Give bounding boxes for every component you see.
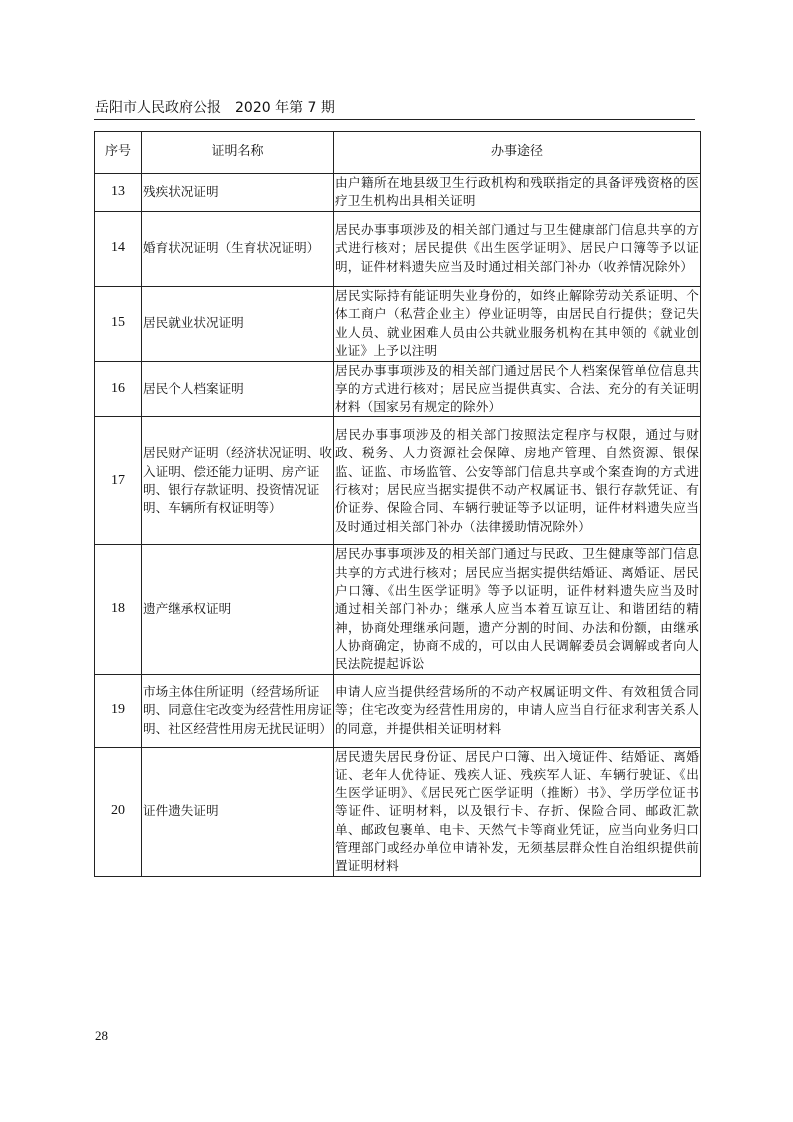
column-header-name: 证明名称	[142, 132, 334, 174]
table-row	[95, 674, 701, 747]
column-header-number: 序号	[95, 132, 142, 174]
certificate-name: 婚育状况证明（生育状况证明）	[142, 211, 334, 286]
certificate-name: 残疾状况证明	[142, 174, 334, 212]
table-row	[95, 747, 701, 876]
certificate-name: 居民就业状况证明	[142, 286, 334, 361]
certificate-name: 证件遗失证明	[142, 747, 334, 876]
handling-path: 申请人应当提供经营场所的不动产权属证明文件、有效租赁合同等；住宅改变为经营性用房的，申请人应当自行征求利害关系人的同意，并提供相关证明材料	[334, 674, 701, 747]
row-number: 20	[95, 747, 142, 876]
table-header-row	[95, 132, 701, 174]
page-number: 28	[95, 1028, 108, 1043]
handling-path: 居民办事事项涉及的相关部门按照法定程序与权限，通过与财政、税务、人力资源社会保障、房地产管理、自然资源、银保监、证监、市场监管、公安等部门信息共享或个案查询的方式进行核对；居民应当据实提供不动产权属证书、银行存款凭证、有价证券、保险合同、车辆行驶证等予以证明，证件材料遗失应当及时通过相关部门补办（法律援助情况除外）	[334, 417, 701, 545]
row-number: 17	[95, 417, 142, 545]
row-number: 14	[95, 211, 142, 286]
column-header-path: 办事途径	[334, 132, 701, 174]
table-row	[95, 361, 701, 417]
row-number: 15	[95, 286, 142, 361]
table-row	[95, 174, 701, 212]
handling-path: 居民实际持有能证明失业身份的，如终止解除劳动关系证明、个体工商户（私营企业主）停业证明等，由居民自行提供；登记失业人员、就业困难人员由公共就业服务机构在其申领的《就业创业证》上予以注明	[334, 286, 701, 361]
handling-path: 居民办事事项涉及的相关部门通过居民个人档案保管单位信息共享的方式进行核对；居民应当提供真实、合法、充分的有关证明材料（国家另有规定的除外）	[334, 361, 701, 417]
bulletin-header: 岳阳市人民政府公报 2020 年第 7 期	[95, 100, 335, 116]
handling-path: 居民遗失居民身份证、居民户口簿、出入境证件、结婚证、离婚证、老年人优待证、残疾人证、残疾军人证、车辆行驶证、《出生医学证明》、《居民死亡医学证明（推断）书》、学历学位证书等证件、证明材料，以及银行卡、存折、保险合同、邮政汇款单、邮政包裹单、电卡、天然气卡等商业凭证，应当向业务归口管理部门或经办单位申请补发，无须基层群众性自治组织提供前置证明材料	[334, 747, 701, 876]
certificate-table	[94, 131, 701, 877]
handling-path: 居民办事事项涉及的相关部门通过与民政、卫生健康等部门信息共享的方式进行核对；居民应当据实提供结婚证、离婚证、居民户口簿、《出生医学证明》等予以证明，证件材料遗失应当及时通过相关部门补办；继承人应当本着互谅互让、和谐团结的精神，协商处理继承问题，遗产分割的时间、办法和份额，由继承人协商确定，协商不成的，可以由人民调解委员会调解或者向人民法院提起诉讼	[334, 545, 701, 674]
table-row	[95, 286, 701, 361]
table-row	[95, 211, 701, 286]
handling-path: 由户籍所在地县级卫生行政机构和残联指定的具备评残资格的医疗卫生机构出具相关证明	[334, 174, 701, 212]
certificate-name: 居民财产证明（经济状况证明、收入证明、偿还能力证明、房产证明、银行存款证明、投资情况证明、车辆所有权证明等）	[142, 417, 334, 545]
certificate-name: 遗产继承权证明	[142, 545, 334, 674]
handling-path: 居民办事事项涉及的相关部门通过与卫生健康部门信息共享的方式进行核对；居民提供《出生医学证明》、居民户口簿等予以证明，证件材料遗失应当及时通过相关部门补办（收养情况除外）	[334, 211, 701, 286]
certificate-name: 市场主体住所证明（经营场所证明、同意住宅改变为经营性用房证明、社区经营性用房无扰民证明）	[142, 674, 334, 747]
certificate-name: 居民个人档案证明	[142, 361, 334, 417]
row-number: 18	[95, 545, 142, 674]
row-number: 13	[95, 174, 142, 212]
table-row	[95, 417, 701, 545]
row-number: 19	[95, 674, 142, 747]
header-divider	[94, 119, 695, 120]
row-number: 16	[95, 361, 142, 417]
table-row	[95, 545, 701, 674]
